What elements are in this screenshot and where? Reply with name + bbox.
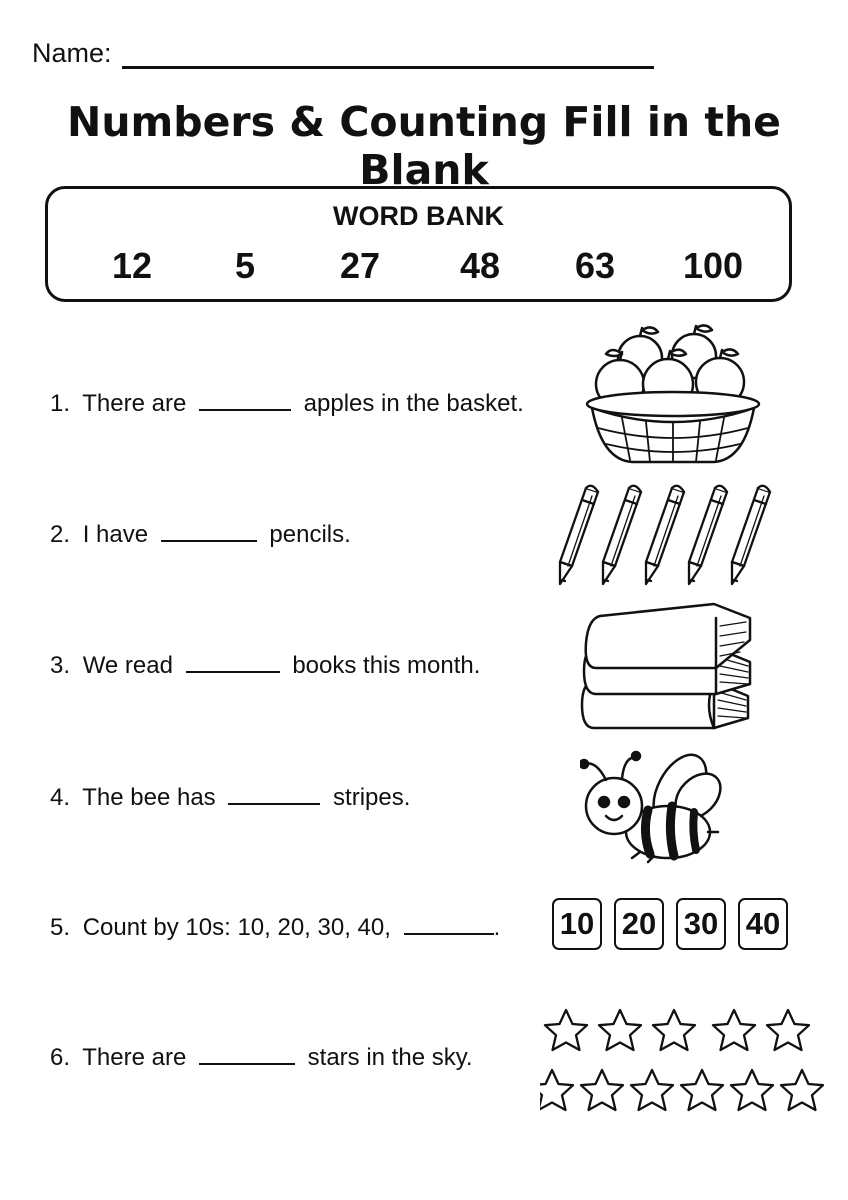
question-number: 2. (50, 521, 71, 548)
question-text-after: books this month. (292, 652, 481, 679)
question-number: 4. (50, 784, 71, 811)
books-stack-icon (578, 600, 754, 734)
answer-blank[interactable] (404, 915, 494, 935)
count-box: 40 (738, 898, 788, 950)
stars-icon (540, 1008, 826, 1118)
question-number: 3. (50, 652, 71, 679)
question-3 (50, 652, 480, 680)
question-number: 5. (50, 914, 71, 941)
word-bank-item: 5 (234, 245, 256, 286)
question-text-before: There are (82, 1044, 187, 1071)
answer-blank[interactable] (161, 522, 257, 542)
question-4 (50, 784, 410, 812)
answer-blank[interactable] (186, 653, 280, 673)
question-text-after: apples in the basket. (303, 390, 524, 417)
question-number: 6. (50, 1044, 71, 1071)
count-box: 10 (552, 898, 602, 950)
answer-blank[interactable] (199, 1045, 295, 1065)
name-row (32, 36, 654, 69)
question-text-before: There are (82, 390, 187, 417)
word-bank-title: WORD BANK (333, 201, 504, 231)
count-box: 30 (676, 898, 726, 950)
word-bank-item: 48 (459, 245, 501, 286)
question-text-after: . (493, 914, 501, 941)
count-box: 20 (614, 898, 664, 950)
name-field[interactable] (122, 36, 654, 69)
question-text-before: Count by 10s: 10, 20, 30, 40, (82, 914, 391, 941)
word-bank-item: 63 (574, 245, 616, 286)
bee-icon (580, 748, 728, 864)
word-bank-item: 27 (339, 245, 381, 286)
answer-blank[interactable] (199, 391, 291, 411)
worksheet-title: Numbers & Counting Fill in the Blank (67, 98, 781, 194)
word-bank-item: 12 (111, 245, 153, 286)
question-text-after: stripes. (333, 784, 411, 811)
word-bank (45, 186, 792, 302)
question-1 (50, 390, 524, 418)
question-text-before: I have (82, 521, 149, 548)
question-number: 1. (50, 390, 71, 417)
question-2 (50, 521, 351, 549)
answer-blank[interactable] (228, 785, 320, 805)
apple-basket-icon (582, 322, 764, 468)
question-6 (50, 1044, 473, 1072)
name-label: Name: (32, 38, 112, 68)
question-text-before: We read (82, 652, 173, 679)
pencils-icon (556, 482, 776, 588)
word-bank-item: 100 (682, 245, 744, 286)
question-text-after: pencils. (269, 521, 351, 548)
question-text-after: stars in the sky. (307, 1044, 473, 1071)
question-text-before: The bee has (82, 784, 216, 811)
question-5 (50, 914, 500, 942)
